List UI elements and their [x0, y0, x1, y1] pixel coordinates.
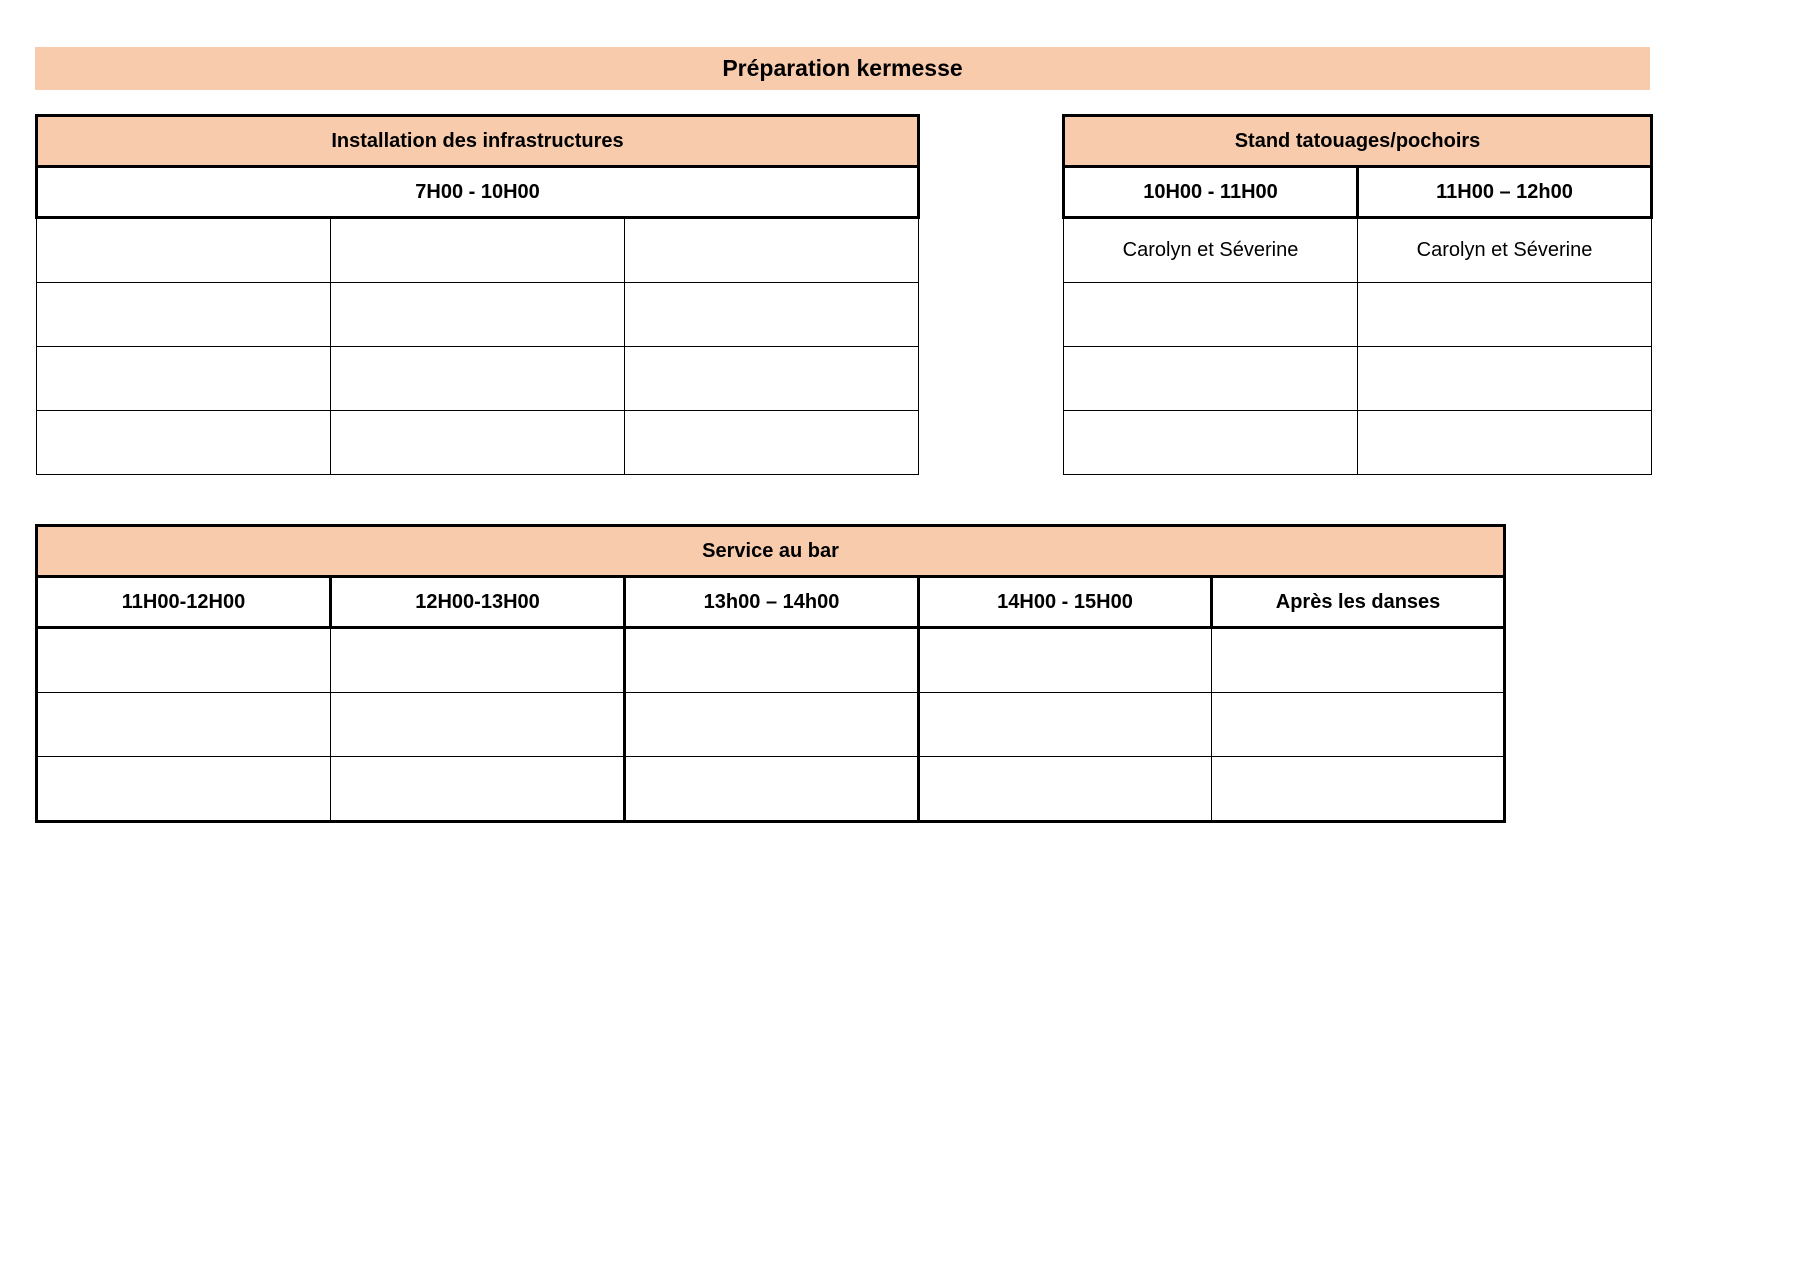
bar-table	[35, 524, 1506, 823]
installation-cell[interactable]	[625, 218, 919, 283]
installation-cell[interactable]	[37, 411, 331, 475]
bar-cell[interactable]	[625, 628, 919, 693]
installation-cell[interactable]	[625, 411, 919, 475]
installation-time-slot: 7H00 - 10H00	[37, 167, 919, 218]
stand-time-slot: 11H00 – 12h00	[1358, 167, 1652, 218]
bar-cell[interactable]	[331, 628, 625, 693]
installation-cell[interactable]	[37, 347, 331, 411]
bar-cell[interactable]	[37, 628, 331, 693]
bar-cell[interactable]	[625, 757, 919, 822]
installation-cell[interactable]	[331, 347, 625, 411]
table-row	[37, 218, 919, 283]
table-row	[37, 693, 1505, 757]
table-row	[37, 347, 919, 411]
installation-cell[interactable]	[37, 218, 331, 283]
bar-cell[interactable]	[919, 628, 1212, 693]
stand-cell[interactable]: Carolyn et Séverine	[1064, 218, 1358, 283]
stand-cell[interactable]	[1064, 347, 1358, 411]
installation-cell[interactable]	[331, 411, 625, 475]
bar-cell[interactable]	[919, 693, 1212, 757]
stand-header: Stand tatouages/pochoirs	[1064, 116, 1652, 167]
stand-cell[interactable]	[1358, 347, 1652, 411]
stand-cell[interactable]: Carolyn et Séverine	[1358, 218, 1652, 283]
bar-time-slot: 14H00 - 15H00	[919, 577, 1212, 628]
stand-cell[interactable]	[1064, 283, 1358, 347]
installation-cell[interactable]	[331, 283, 625, 347]
table-row	[1064, 347, 1652, 411]
stand-time-slot: 10H00 - 11H00	[1064, 167, 1358, 218]
bar-time-slot: 11H00-12H00	[37, 577, 331, 628]
table-row	[37, 283, 919, 347]
installation-header: Installation des infrastructures	[37, 116, 919, 167]
stand-table	[1062, 114, 1653, 475]
bar-time-slot: 13h00 – 14h00	[625, 577, 919, 628]
bar-cell[interactable]	[625, 693, 919, 757]
bar-cell[interactable]	[37, 757, 331, 822]
table-row	[37, 411, 919, 475]
table-row	[1064, 218, 1652, 283]
table-row	[37, 757, 1505, 822]
bar-time-slot: Après les danses	[1212, 577, 1505, 628]
bar-cell[interactable]	[37, 693, 331, 757]
table-row	[37, 628, 1505, 693]
bar-cell[interactable]	[1212, 693, 1505, 757]
table-row	[1064, 283, 1652, 347]
installation-cell[interactable]	[625, 283, 919, 347]
bar-time-slot: 12H00-13H00	[331, 577, 625, 628]
installation-cell[interactable]	[37, 283, 331, 347]
bar-cell[interactable]	[1212, 628, 1505, 693]
installation-cell[interactable]	[625, 347, 919, 411]
stand-cell[interactable]	[1358, 411, 1652, 475]
table-row	[1064, 411, 1652, 475]
stand-cell[interactable]	[1064, 411, 1358, 475]
installation-cell[interactable]	[331, 218, 625, 283]
installation-table	[35, 114, 920, 475]
bar-header: Service au bar	[37, 526, 1505, 577]
bar-cell[interactable]	[919, 757, 1212, 822]
page-title: Préparation kermesse	[35, 47, 1650, 90]
bar-cell[interactable]	[331, 693, 625, 757]
stand-cell[interactable]	[1358, 283, 1652, 347]
bar-cell[interactable]	[331, 757, 625, 822]
bar-cell[interactable]	[1212, 757, 1505, 822]
